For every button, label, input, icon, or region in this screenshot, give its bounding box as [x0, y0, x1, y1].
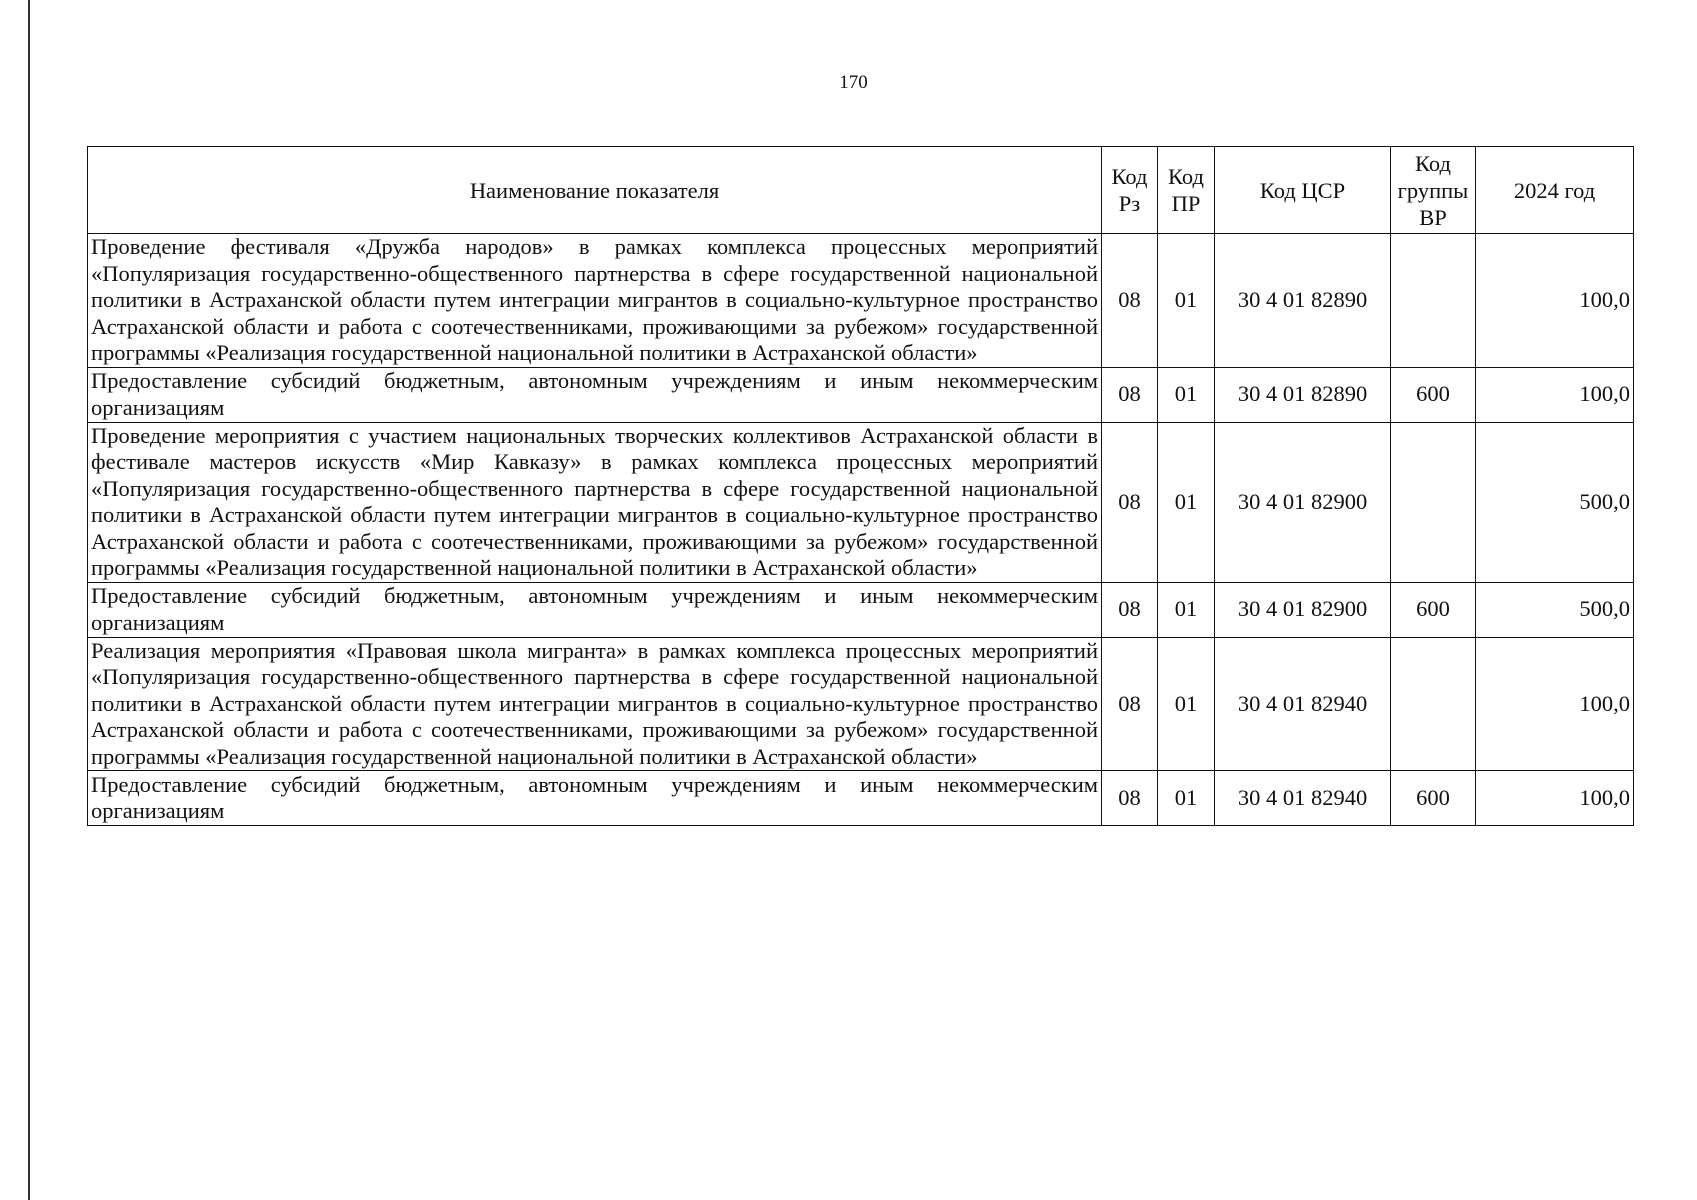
- header-rz: Код Рз: [1102, 147, 1158, 234]
- row-vr: 600: [1391, 771, 1476, 826]
- row-vr: [1391, 637, 1476, 771]
- row-pr: 01: [1158, 582, 1215, 637]
- row-pr: 01: [1158, 234, 1215, 368]
- row-amount: 500,0: [1476, 422, 1634, 582]
- table-row: [88, 771, 1634, 826]
- row-name: Предоставление субсидий бюджетным, автономным учреждениям и иным некоммерческим организациям: [88, 771, 1102, 826]
- row-csr: 30 4 01 82890: [1215, 234, 1391, 368]
- header-name: Наименование показателя: [88, 147, 1102, 234]
- row-name: Реализация мероприятия «Правовая школа мигранта» в рамках комплекса процессных мероприятий «Популяризация государственно-общественного партнерства в сфере государственной национальной политики в Астраханской области путем интеграции мигрантов в социально-культурное пространство Астраханской области и работа с соотечественниками, проживающими за рубежом» государственной программы «Реализация государственной национальной политики в Астраханской области»: [88, 637, 1102, 771]
- header-csr: Код ЦСР: [1215, 147, 1391, 234]
- row-name: Проведение фестиваля «Дружба народов» в рамках комплекса процессных мероприятий «Популяризация государственно-общественного партнерства в сфере государственной национальной политики в Астраханской области путем интеграции мигрантов в социально-культурное пространство Астраханской области и работа с соотечественниками, проживающими за рубежом» государственной программы «Реализация государственной национальной политики в Астраханской области»: [88, 234, 1102, 368]
- row-name: Проведение мероприятия с участием национальных творческих коллективов Астраханской области в фестивале мастеров искусств «Мир Кавказу» в рамках комплекса процессных мероприятий «Популяризация государственно-общественного партнерства в сфере государственной национальной политики в Астраханской области путем интеграции мигрантов в социально-культурное пространство Астраханской области и работа с соотечественниками, проживающими за рубежом» государственной программы «Реализация государственной национальной политики в Астраханской области»: [88, 422, 1102, 582]
- row-vr: [1391, 234, 1476, 368]
- row-amount: 100,0: [1476, 367, 1634, 422]
- page-number: 170: [839, 72, 868, 93]
- row-name: Предоставление субсидий бюджетным, автономным учреждениям и иным некоммерческим организациям: [88, 367, 1102, 422]
- header-year: 2024 год: [1476, 147, 1634, 234]
- row-csr: 30 4 01 82890: [1215, 367, 1391, 422]
- row-vr: 600: [1391, 367, 1476, 422]
- row-amount: 500,0: [1476, 582, 1634, 637]
- row-name: Предоставление субсидий бюджетным, автономным учреждениям и иным некоммерческим организациям: [88, 582, 1102, 637]
- row-rz: 08: [1102, 771, 1158, 826]
- table-header-row: [88, 147, 1634, 234]
- row-amount: 100,0: [1476, 234, 1634, 368]
- row-pr: 01: [1158, 771, 1215, 826]
- table-row: [88, 637, 1634, 771]
- table-row: [88, 582, 1634, 637]
- row-pr: 01: [1158, 367, 1215, 422]
- row-rz: 08: [1102, 367, 1158, 422]
- row-csr: 30 4 01 82900: [1215, 582, 1391, 637]
- table-row: [88, 234, 1634, 368]
- row-csr: 30 4 01 82900: [1215, 422, 1391, 582]
- row-pr: 01: [1158, 637, 1215, 771]
- row-vr: [1391, 422, 1476, 582]
- row-csr: 30 4 01 82940: [1215, 637, 1391, 771]
- row-rz: 08: [1102, 582, 1158, 637]
- row-amount: 100,0: [1476, 637, 1634, 771]
- table-row: [88, 422, 1634, 582]
- row-rz: 08: [1102, 234, 1158, 368]
- row-rz: 08: [1102, 422, 1158, 582]
- row-pr: 01: [1158, 422, 1215, 582]
- header-pr: Код ПР: [1158, 147, 1215, 234]
- row-csr: 30 4 01 82940: [1215, 771, 1391, 826]
- table-row: [88, 367, 1634, 422]
- budget-table: [87, 146, 1634, 826]
- row-amount: 100,0: [1476, 771, 1634, 826]
- row-rz: 08: [1102, 637, 1158, 771]
- binding-margin-line: [28, 0, 30, 1200]
- row-vr: 600: [1391, 582, 1476, 637]
- header-vr: Код группы ВР: [1391, 147, 1476, 234]
